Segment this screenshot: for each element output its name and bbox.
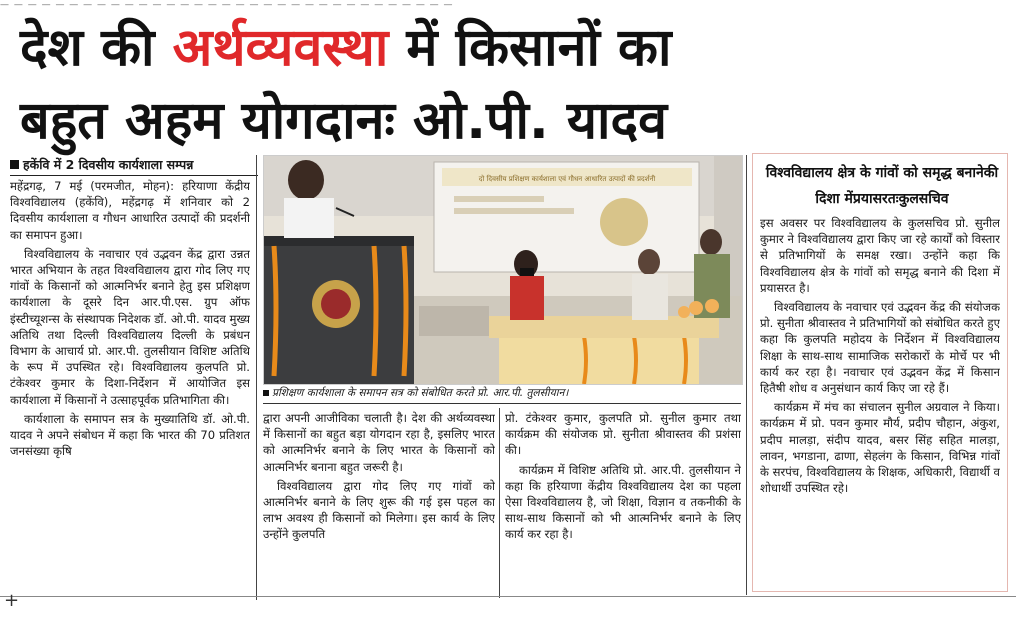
headline-line-1 bbox=[20, 18, 1010, 78]
paragraph: विश्वविद्यालय द्वारा गोद लिए गए गांवों को आत्मनिर्भर बनाने के लिए शुरू की गई इस पहल का लाभ अवश्य ही किसानों को मिलेगा। इस कार्य के लिए उन्होंने कुलपति bbox=[263, 478, 495, 542]
paragraph: विश्वविद्यालय के नवाचार एवं उद्भवन केंद्र की संयोजक प्रो. सुनीता श्रीवास्तव ने प्रतिभागियों को संबोधित करते हुए कहा कि कुलपति महोदय के निर्देशन में विश्वविद्यालय शिक्षा के साथ-साथ सामाजिक सरोकारों के मोर्चे पर भी कार्य कर रहा है। नवाचार एवं उद्भवन केंद्र में किसान हितैषी शोध व अनुसंधान कार्य किए जा रहे हैं। bbox=[760, 300, 1000, 396]
paragraph: प्रो. टंकेश्वर कुमार, कुलपति प्रो. सुनील कुमार तथा कार्यक्रम की संयोजक प्रो. सुनीता श्रीवास्तव की प्रशंसा की। bbox=[505, 411, 741, 458]
kicker bbox=[10, 156, 258, 176]
paragraph: कार्यशाला के समापन सत्र के मुख्यातिथि डॉ. ओ.पी. यादव ने अपने संबोधन में कहा कि भारत की 70 प्रतिशत जनसंख्या कृषि bbox=[10, 411, 250, 459]
article-column-2 bbox=[263, 410, 495, 600]
kicker-text: हकेंवि में 2 दिवसीय कार्यशाला सम्पन्न bbox=[23, 157, 194, 172]
paragraph: विश्वविद्यालय के नवाचार एवं उद्भवन केंद्र द्वारा उन्नत भारत अभियान के तहत विश्वविद्यालय द्वारा गोद लिए गए गांवों के किसानों को आत्मनिर्भर बनाने हेतु इस प्रशिक्षण कार्यशाला के दूसरे दिन आर.पी.एस. ग्रुप ऑफ इंस्टीच्यूशन्स के संस्थापक निदेशक डॉ. ओ.पी. यादव मुख्य अतिथि तथा दिल्ली विश्वविद्यालय दिल्ली के प्रबंधन विभाग के आचार्य प्रो. आर.पी. तुलसीयान विशिष्ट अतिथि के रूप में उपस्थित रहे। विश्वविद्यालय कुलपति प्रो. टंकेश्वर कुमार के दिशा-निर्देशन में आयोजित इस कार्यशाला में किसानों ने उत्साहपूर्वक प्रतिभागिता की। bbox=[10, 246, 250, 407]
caption-text: प्रशिक्षण कार्यशाला के समापन सत्र को संबोधित करते प्रो. आर.पी. तुलसीयान। bbox=[272, 387, 569, 399]
photo-illustration bbox=[264, 156, 742, 384]
banner-text: दो दिवसीय प्रशिक्षण कार्यशाला एवं गौधन आधारित उत्पादों की प्रदर्शनी bbox=[478, 175, 656, 183]
crosshair-icon: + bbox=[4, 590, 20, 611]
headline-line-2: बहुत अहम योगदानः ओ.पी. यादव bbox=[20, 91, 668, 151]
headline-part-b: में किसानों का bbox=[388, 18, 672, 78]
column-divider bbox=[499, 408, 500, 598]
top-strip: — — — — — — — — — — — — — — — — — — — — — — — — — — — — — — — — — bbox=[0, 0, 454, 10]
paragraph: कार्यक्रम में मंच का संचालन सुनील अग्रवाल ने किया। कार्यक्रम में प्रो. पवन कुमार मौर्य, प्रदीप चौहान, अंकुश, प्रदीप मालड़ा, संदीप यादव, बसर सिंह सहित मालड़ा, लावन, भगडाना, ढाणा, सेहलंग के किसान, विभिन्न गांवों के सरपंच, विश्वविद्यालय के शिक्षक, अधिकारी, विद्यार्थी व शोधार्थी उपस्थित रहे। bbox=[760, 400, 1000, 496]
sidebar-column bbox=[760, 215, 1000, 585]
paragraph: द्वारा अपनी आजीविका चलाती है। देश की अर्थव्यवस्था में किसानों का बहुत बड़ा योगदान रहा है, इसलिए भारत को आत्मनिर्भर बनाने के लिए भारत के किसानों को आत्मनिर्भर बनाना बहुत जरूरी है। bbox=[263, 411, 495, 474]
paragraph: इस अवसर पर विश्वविद्यालय के कुलसचिव प्रो. सुनील कुमार ने विश्वविद्यालय द्वारा किए जा रहे कार्यों को विस्तार से प्रतिभागियों के समक्ष रखा। उन्होंने कहा कि विश्वविद्यालय क्षेत्र के गांवों को समृद्ध बनाने की दिशा में प्रयासरत है। bbox=[760, 216, 1000, 295]
paragraph: महेंद्रगढ़, 7 मई (परमजीत, मोहन): हरियाणा केंद्रीय विश्वविद्यालय (हकेंवि), महेंद्रगढ़ में शनिवार को 2 दिवसीय कार्यशाला व गौधन आधारित उत्पादों की प्रदर्शनी का समापन हुआ। bbox=[10, 179, 250, 242]
article-column-3 bbox=[505, 410, 741, 600]
article-column-1 bbox=[10, 178, 250, 598]
paragraph: कार्यक्रम में विशिष्ट अतिथि प्रो. आर.पी. तुलसीयान ने कहा कि हरियाणा केंद्रीय विश्वविद्यालय देश का पहला ऐसा विश्वविद्यालय है, जो शिक्षा, विज्ञान व तकनीकी के साथ-साथ किसानों को भी आत्मनिर्भर बनाने के लिए कार्य कर रहा है। bbox=[505, 462, 741, 542]
headline-highlight: अर्थव्यवस्था bbox=[172, 18, 389, 78]
square-bullet-icon bbox=[263, 390, 269, 396]
headline-part-a: देश की bbox=[20, 18, 173, 78]
bottom-rule bbox=[0, 596, 1016, 597]
column-divider bbox=[746, 155, 747, 595]
sidebar-headline: विश्वविद्यालय क्षेत्र के गांवों को समृद्ध बनानेकी दिशा मेंप्रयासरतःकुलसचिव bbox=[765, 165, 999, 207]
photo-caption bbox=[263, 386, 741, 404]
column-divider bbox=[256, 155, 257, 600]
square-bullet-icon bbox=[10, 160, 19, 169]
event-photo bbox=[263, 155, 743, 385]
